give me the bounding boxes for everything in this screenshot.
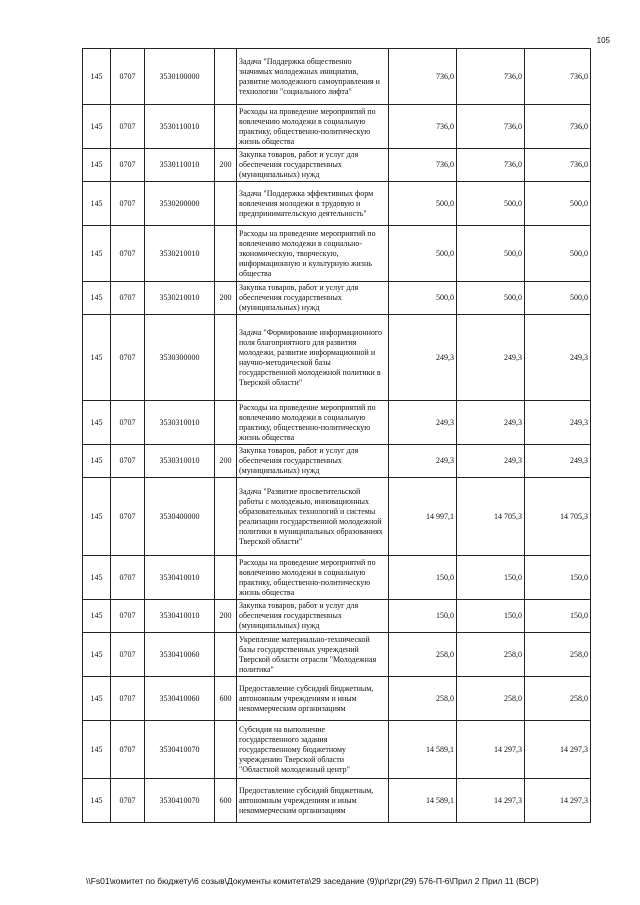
table-row (83, 49, 591, 105)
row-amount-year2: 736,0 (457, 105, 525, 149)
row-amount-year1: 258,0 (389, 633, 457, 677)
row-amount-year1: 500,0 (389, 182, 457, 226)
row-code-section: 0707 (111, 600, 145, 633)
row-amount-year3: 736,0 (525, 105, 591, 149)
row-code-expense-type: 600 (215, 677, 237, 721)
row-code-expense-type: 200 (215, 149, 237, 182)
row-code-expense-type (215, 315, 237, 401)
row-amount-year2: 249,3 (457, 445, 525, 478)
row-code-target: 3530110010 (145, 149, 215, 182)
row-name: Задача "Поддержка общественно значимых молодежных инициатив, развитие молодежного самоуправления и технологии "социального лифта" (237, 49, 389, 105)
row-amount-year1: 736,0 (389, 149, 457, 182)
row-code-expense-type (215, 182, 237, 226)
row-amount-year3: 249,3 (525, 445, 591, 478)
row-code-ved: 145 (83, 677, 111, 721)
row-code-ved: 145 (83, 226, 111, 282)
row-code-ved: 145 (83, 315, 111, 401)
page-number: 105 (596, 36, 610, 45)
row-code-section: 0707 (111, 556, 145, 600)
row-code-ved: 145 (83, 779, 111, 823)
row-code-expense-type: 200 (215, 600, 237, 633)
footer-file-path: \\Fs01\комитет по бюджету\6 созыв\Документы комитета\29 заседание (9)\pr\zpr(29) 576-П-6\Прил 2 Прил 11 (ВСР) (86, 876, 539, 886)
row-amount-year2: 500,0 (457, 282, 525, 315)
row-amount-year1: 249,3 (389, 401, 457, 445)
row-amount-year3: 249,3 (525, 315, 591, 401)
row-code-expense-type: 200 (215, 445, 237, 478)
budget-table (82, 48, 591, 823)
table-row (83, 478, 591, 556)
row-code-expense-type (215, 721, 237, 779)
row-code-ved: 145 (83, 633, 111, 677)
row-amount-year2: 14 297,3 (457, 779, 525, 823)
row-code-target: 3530110010 (145, 105, 215, 149)
row-name: Укрепление материально-технической базы государственных учреждений Тверской области отрасли "Молодежная политика" (237, 633, 389, 677)
row-amount-year2: 249,3 (457, 315, 525, 401)
row-amount-year3: 500,0 (525, 182, 591, 226)
row-amount-year1: 736,0 (389, 49, 457, 105)
row-code-target: 3530410060 (145, 677, 215, 721)
row-code-section: 0707 (111, 182, 145, 226)
row-code-section: 0707 (111, 282, 145, 315)
row-code-section: 0707 (111, 49, 145, 105)
row-name: Расходы на проведение мероприятий по вовлечению молодежи в социально-экономическую, творческую, информационную и культурную жизнь общества (237, 226, 389, 282)
row-code-expense-type (215, 49, 237, 105)
row-code-ved: 145 (83, 478, 111, 556)
row-amount-year2: 258,0 (457, 677, 525, 721)
table-row (83, 149, 591, 182)
row-amount-year1: 14 589,1 (389, 779, 457, 823)
row-amount-year2: 258,0 (457, 633, 525, 677)
row-amount-year1: 258,0 (389, 677, 457, 721)
table-row (83, 282, 591, 315)
row-code-target: 3530210010 (145, 282, 215, 315)
row-name: Расходы на проведение мероприятий по вовлечению молодежи в социальную практику, общественно-политическую жизнь общества (237, 401, 389, 445)
row-code-expense-type (215, 401, 237, 445)
table-row (83, 779, 591, 823)
row-code-ved: 145 (83, 282, 111, 315)
row-code-target: 3530410010 (145, 556, 215, 600)
row-amount-year1: 14 997,1 (389, 478, 457, 556)
row-code-expense-type (215, 105, 237, 149)
row-code-section: 0707 (111, 105, 145, 149)
row-code-section: 0707 (111, 633, 145, 677)
row-amount-year3: 14 297,3 (525, 779, 591, 823)
row-code-target: 3530310010 (145, 445, 215, 478)
row-amount-year1: 500,0 (389, 226, 457, 282)
table-row (83, 401, 591, 445)
row-code-ved: 145 (83, 105, 111, 149)
row-amount-year2: 500,0 (457, 226, 525, 282)
row-code-ved: 145 (83, 182, 111, 226)
table-row (83, 556, 591, 600)
row-code-target: 3530400000 (145, 478, 215, 556)
table-row (83, 677, 591, 721)
row-amount-year2: 500,0 (457, 182, 525, 226)
row-code-section: 0707 (111, 315, 145, 401)
row-amount-year3: 258,0 (525, 677, 591, 721)
table-row (83, 445, 591, 478)
row-code-target: 3530410070 (145, 779, 215, 823)
row-name: Задача "Поддержка эффективных форм вовлечения молодежи в трудовую и предпринимательскую деятельность" (237, 182, 389, 226)
row-name: Задача "Формирование информационного поля благоприятного для развития молодежи, развитие информационной и научно-методической базы государственной молодежной политики в Тверской области" (237, 315, 389, 401)
row-name: Расходы на проведение мероприятий по вовлечению молодежи в социальную практику, общественно-политическую жизнь общества (237, 105, 389, 149)
table-row (83, 315, 591, 401)
row-amount-year1: 500,0 (389, 282, 457, 315)
row-amount-year1: 14 589,1 (389, 721, 457, 779)
table-row (83, 105, 591, 149)
row-code-ved: 145 (83, 401, 111, 445)
row-code-target: 3530300000 (145, 315, 215, 401)
row-code-expense-type: 600 (215, 779, 237, 823)
row-code-target: 3530410060 (145, 633, 215, 677)
row-name: Закупка товаров, работ и услуг для обеспечения государственных (муниципальных) нужд (237, 282, 389, 315)
row-amount-year2: 150,0 (457, 556, 525, 600)
row-amount-year2: 14 297,3 (457, 721, 525, 779)
row-amount-year2: 736,0 (457, 149, 525, 182)
row-name: Расходы на проведение мероприятий по вовлечению молодежи в социальную практику, общественно-политическую жизнь общества (237, 556, 389, 600)
row-amount-year3: 14 297,3 (525, 721, 591, 779)
row-name: Предоставление субсидий бюджетным, автономным учреждениям и иным некоммерческим организациям (237, 779, 389, 823)
row-code-section: 0707 (111, 779, 145, 823)
table-row (83, 633, 591, 677)
row-code-expense-type (215, 556, 237, 600)
row-amount-year1: 150,0 (389, 556, 457, 600)
row-code-ved: 145 (83, 600, 111, 633)
row-amount-year3: 150,0 (525, 556, 591, 600)
row-name: Субсидия на выполнение государственного задания государственному бюджетному учреждению Тверской области "Областной молодежный центр" (237, 721, 389, 779)
row-amount-year2: 736,0 (457, 49, 525, 105)
table-row (83, 182, 591, 226)
row-amount-year3: 736,0 (525, 49, 591, 105)
row-code-expense-type (215, 226, 237, 282)
row-amount-year1: 736,0 (389, 105, 457, 149)
row-code-section: 0707 (111, 445, 145, 478)
row-code-expense-type (215, 633, 237, 677)
row-code-target: 3530310010 (145, 401, 215, 445)
table-row (83, 721, 591, 779)
row-code-ved: 145 (83, 149, 111, 182)
row-name: Закупка товаров, работ и услуг для обеспечения государственных (муниципальных) нужд (237, 445, 389, 478)
row-code-target: 3530210010 (145, 226, 215, 282)
row-amount-year3: 249,3 (525, 401, 591, 445)
row-amount-year1: 249,3 (389, 445, 457, 478)
row-code-target: 3530200000 (145, 182, 215, 226)
row-code-section: 0707 (111, 226, 145, 282)
row-code-ved: 145 (83, 49, 111, 105)
row-code-section: 0707 (111, 478, 145, 556)
row-code-section: 0707 (111, 401, 145, 445)
row-name: Закупка товаров, работ и услуг для обеспечения государственных (муниципальных) нужд (237, 149, 389, 182)
row-code-section: 0707 (111, 677, 145, 721)
row-code-expense-type: 200 (215, 282, 237, 315)
table-row (83, 226, 591, 282)
row-amount-year3: 14 705,3 (525, 478, 591, 556)
table-row (83, 600, 591, 633)
row-amount-year3: 500,0 (525, 226, 591, 282)
row-code-ved: 145 (83, 721, 111, 779)
row-name: Задача "Развитие просветительской работы с молодежью, инновационных образовательных технологий и системы реализации государственной молодежной политики в муниципальных образованиях Тверской области" (237, 478, 389, 556)
row-code-target: 3530410010 (145, 600, 215, 633)
row-amount-year3: 736,0 (525, 149, 591, 182)
row-amount-year1: 249,3 (389, 315, 457, 401)
row-amount-year1: 150,0 (389, 600, 457, 633)
row-amount-year3: 258,0 (525, 633, 591, 677)
row-code-target: 3530100000 (145, 49, 215, 105)
row-amount-year2: 14 705,3 (457, 478, 525, 556)
row-code-ved: 145 (83, 445, 111, 478)
row-code-ved: 145 (83, 556, 111, 600)
row-amount-year2: 150,0 (457, 600, 525, 633)
row-amount-year3: 500,0 (525, 282, 591, 315)
row-code-section: 0707 (111, 149, 145, 182)
row-name: Закупка товаров, работ и услуг для обеспечения государственных (муниципальных) нужд (237, 600, 389, 633)
row-code-target: 3530410070 (145, 721, 215, 779)
row-code-section: 0707 (111, 721, 145, 779)
row-amount-year2: 249,3 (457, 401, 525, 445)
row-amount-year3: 150,0 (525, 600, 591, 633)
row-code-expense-type (215, 478, 237, 556)
row-name: Предоставление субсидий бюджетным, автономным учреждениям и иным некоммерческим организациям (237, 677, 389, 721)
